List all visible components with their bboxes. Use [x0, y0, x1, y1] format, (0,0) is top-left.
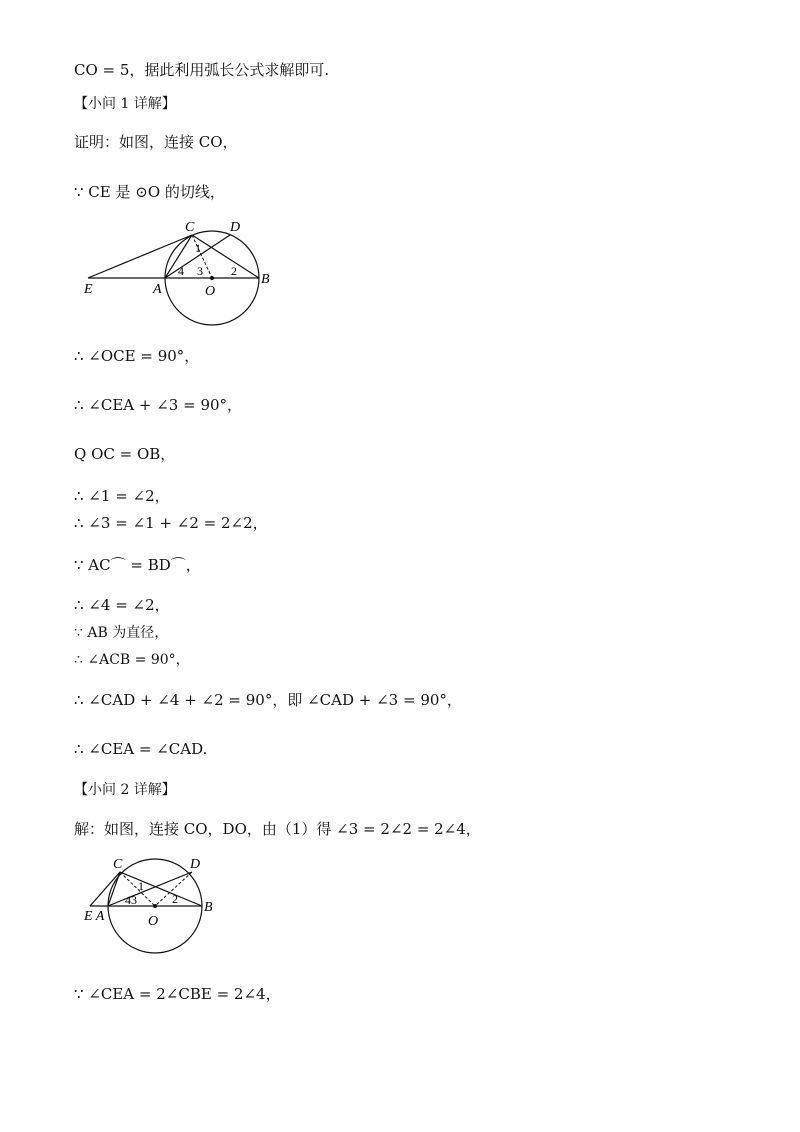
- text-line: ∴ ∠3 = ∠1 + ∠2 = 2∠2，: [74, 514, 268, 532]
- text-line: CO = 5，据此利用弧长公式求解即可.: [74, 61, 330, 79]
- label-angle-4: 4: [178, 264, 184, 278]
- label-angle-2: 2: [172, 892, 178, 906]
- text-line: ∴ ∠1 = ∠2，: [74, 487, 170, 505]
- label-angle-2: 2: [231, 264, 237, 278]
- text-line: 证明：如图，连接 CO，: [74, 133, 238, 151]
- section-heading: 【小问 1 详解】: [74, 96, 176, 112]
- text-line: ∴ ∠4 = ∠2，: [74, 596, 170, 614]
- label-angle-1: 1: [195, 241, 201, 255]
- label-o: O: [148, 914, 159, 929]
- line-ec: [88, 235, 192, 278]
- center-dot: [210, 276, 214, 280]
- section-heading: 【小问 2 详解】: [74, 782, 176, 798]
- text-line: Q OC = OB，: [74, 445, 176, 463]
- text-line: 解：如图，连接 CO，DO，由（1）得 ∠3 = 2∠2 = 2∠4，: [74, 820, 481, 838]
- text-line: ∵ AC⌒ = BD⌒，: [74, 556, 201, 574]
- label-b: B: [261, 272, 270, 287]
- label-d: D: [230, 220, 241, 235]
- text-line: ∴ ∠ACB = 90°，: [74, 652, 190, 668]
- text-line: ∴ ∠CAD + ∠4 + ∠2 = 90°，即 ∠CAD + ∠3 = 90°，: [74, 691, 462, 709]
- text-line: ∵ ∠CEA = 2∠CBE = 2∠4，: [74, 985, 281, 1003]
- line-ac: [108, 872, 120, 906]
- text-line: ∴ ∠OCE = 90°，: [74, 347, 200, 365]
- label-b: B: [204, 900, 213, 915]
- line-ec: [90, 872, 120, 906]
- label-angle-1: 1: [138, 879, 144, 893]
- text-line: ∵ AB 为直径，: [74, 625, 169, 641]
- label-angle-43: 43: [125, 893, 137, 907]
- label-e: E: [84, 282, 93, 297]
- label-a: A: [153, 282, 162, 297]
- label-o: O: [205, 284, 216, 299]
- text-line: ∴ ∠CEA + ∠3 = 90°，: [74, 396, 243, 414]
- figure-2: [82, 852, 222, 964]
- text-line: ∴ ∠CEA = ∠CAD.: [74, 740, 208, 758]
- label-c: C: [113, 857, 123, 872]
- text-line: ∵ CE 是 ⊙O 的切线，: [74, 183, 225, 201]
- label-ea: E A: [84, 909, 105, 924]
- label-d: D: [190, 857, 201, 872]
- figure-1: [80, 215, 290, 333]
- center-dot: [153, 904, 157, 908]
- label-c: C: [185, 220, 195, 235]
- label-angle-3: 3: [197, 264, 203, 278]
